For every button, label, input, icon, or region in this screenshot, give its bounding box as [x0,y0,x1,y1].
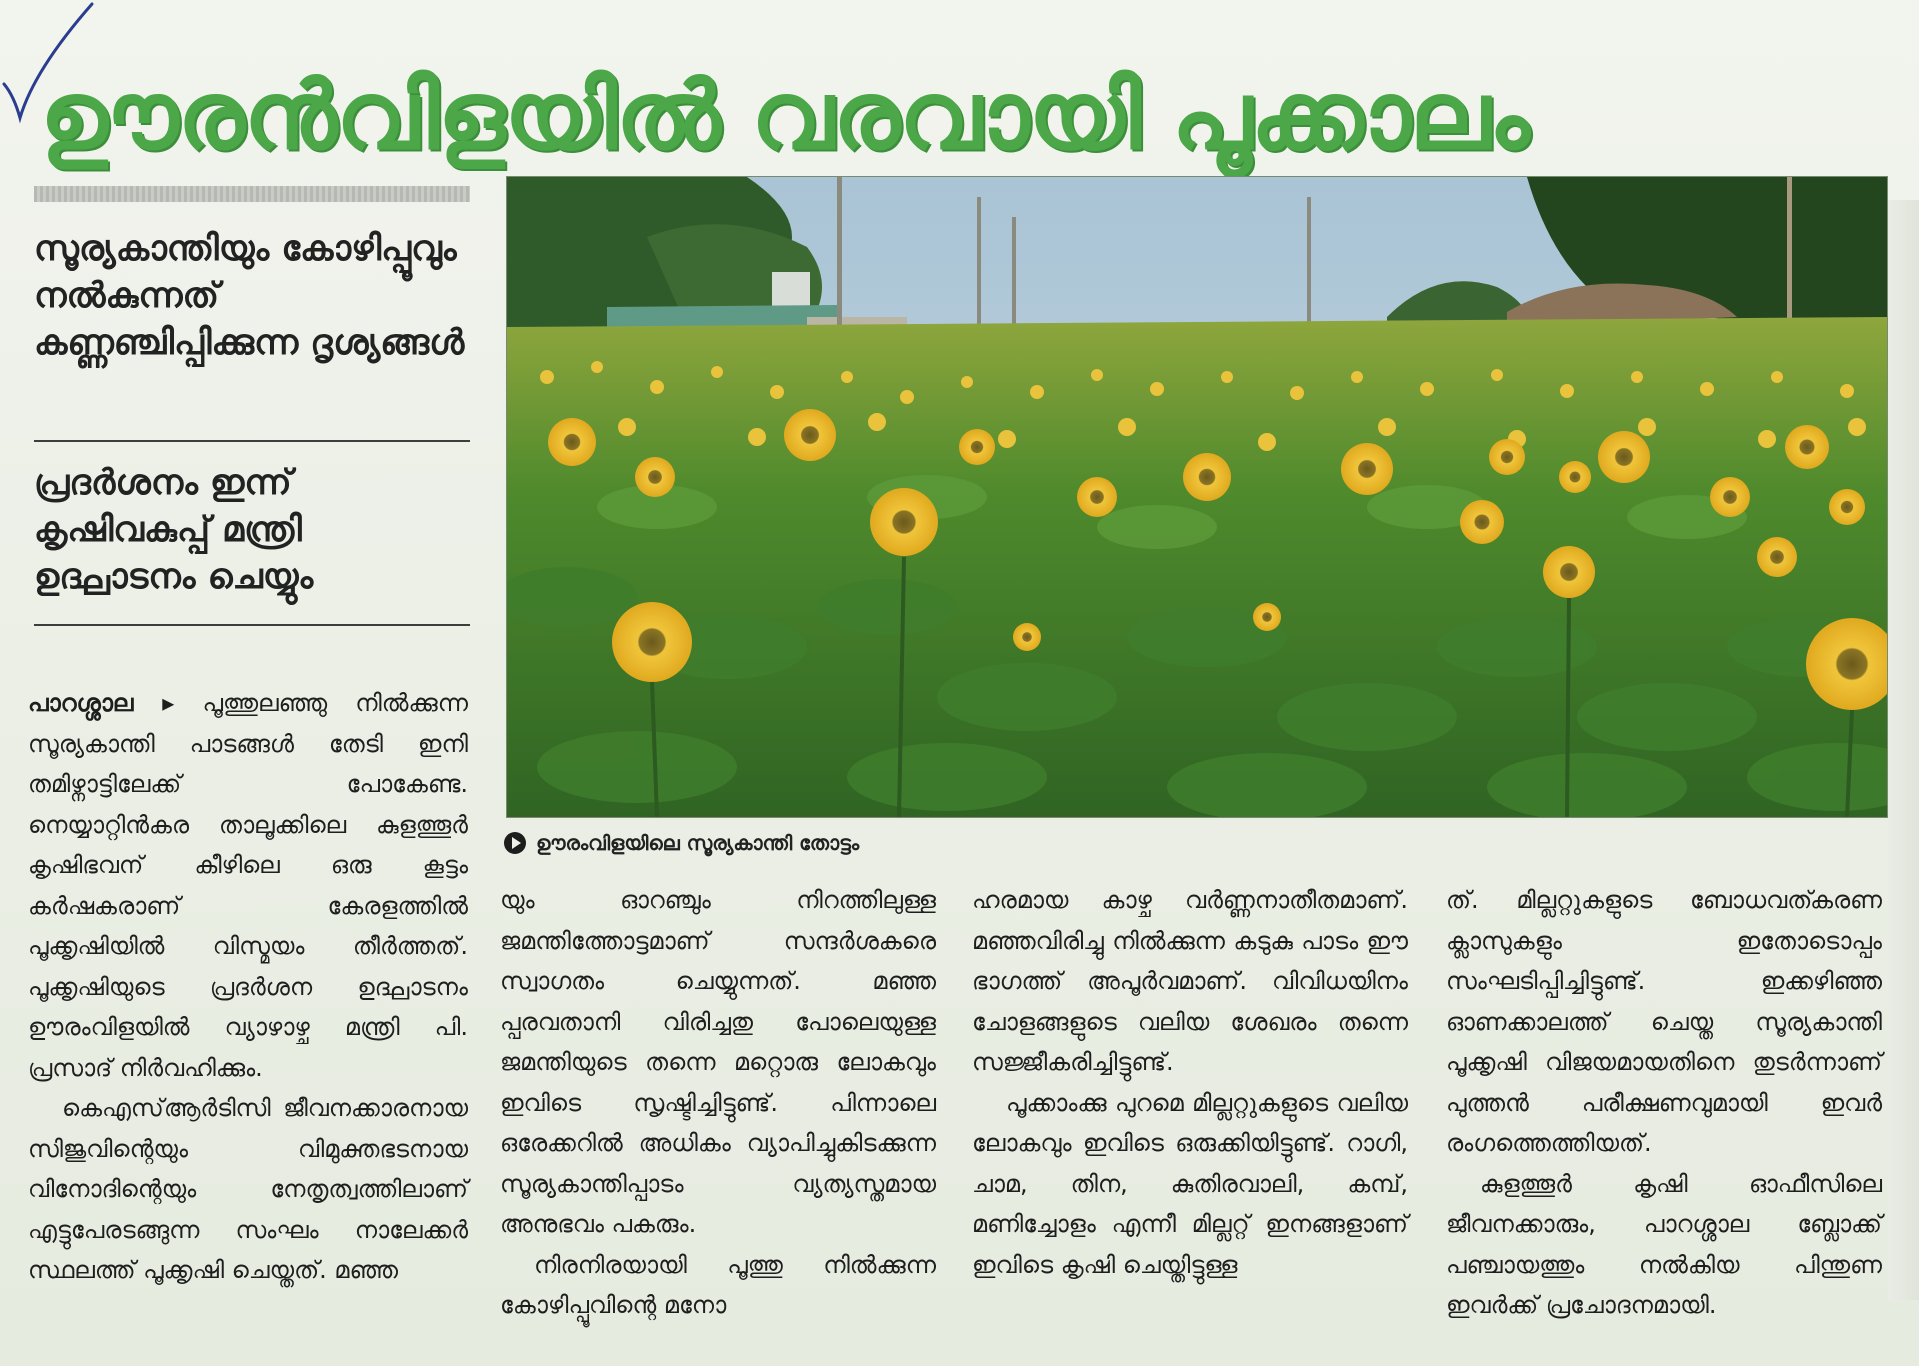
adjacent-page-bleed [1888,200,1919,1300]
play-icon [504,832,526,854]
article-column-2 [500,880,936,1326]
article-col4-para1: ത്. മില്ലറ്റുകളുടെ ബോധവത്കരണ ക്ലാസുകളും ഇതോടൊപ്പം സംഘടിപ്പിച്ചിട്ടുണ്ട്. ഇക്കഴിഞ്ഞ ഓണക്കാലത്ത് ചെയ്ത സൂര്യകാന്തി പൂക്കൃഷി വിജയമായതിനെ തുടർന്നാണ് പുത്തൻ പരീക്ഷണവുമായി ഇവർ രംഗത്തെത്തിയത്. [1446,886,1882,1157]
article-col3-para2: പൂക്കാംക്കു പുറമെ മില്ലറ്റുകളുടെ വലിയ ലോകവും ഇവിടെ ഒരുക്കിയിട്ടുണ്ട്. റാഗി, ചാമ, തിന, കുതിരവാലി, കമ്പ്, മണിച്ചോളം എന്നീ മില്ലറ്റ് ഇനങ്ങളാണ് ഇവിടെ കൃഷി ചെയ്തിട്ടുള്ള [972,1088,1408,1279]
photo-caption-text: ഊരംവിളയിലെ സൂര്യകാന്തി തോട്ടം [536,831,860,855]
deck-bottom-rule [34,624,470,626]
deck-secondary: പ്രദർശനം ഇന്ന് കൃഷിവകുപ്പ് മന്ത്രി ഉദ്ഘാടനം ചെയ്യും [34,463,314,597]
article-col3-para1: ഹരമായ കാഴ്ച വർണ്ണനാതീതമാണ്. മഞ്ഞവിരിച്ചു നിൽക്കുന്ന കടുകു പാടം ഈ ഭാഗത്ത് അപൂർവമാണ്. വിവിധയിനം ചോളങ്ങളുടെ വലിയ ശേഖരം തന്നെ സജ്ജീകരിച്ചിട്ടുണ്ട്. [972,886,1408,1076]
deck-primary: സൂര്യകാന്തിയും കോഴിപ്പൂവും നൽകുന്നത് കണ്ണഞ്ചിപ്പിക്കുന്ന ദൃശ്യങ്ങൾ [34,229,465,363]
headline: ഊരൻവിളയിൽ വരവായി പൂക്കാലം [40,62,1529,171]
article-col2-para1: യും ഓറഞ്ചും നിറത്തിലുള്ള ജമന്തിത്തോട്ടമാണ് സന്ദർശകരെ സ്വാഗതം ചെയ്യുന്നത്. മഞ്ഞ പ്പരവതാനി വിരിച്ചതു പോലെയുള്ള ജമന്തിയുടെ തന്നെ മറ്റൊരു ലോകവും ഇവിടെ സൃഷ്ടിച്ചിട്ടുണ്ട്. പിന്നാലെ ഒരേക്കറിൽ അധികം വ്യാപിച്ചുകിടക്കുന്ന സൂര്യകാന്തിപ്പാടം വ്യത്യസ്തമായ അനുഭവം പകരും. [500,886,936,1238]
article-col2-para2: നിരനിരയായി പൂത്തു നിൽക്കുന്ന കോഴിപ്പൂവിന്റെ മനോ [500,1250,936,1319]
article-col1-text1: പൂത്തുലഞ്ഞു നിൽക്കുന്ന സൂര്യകാന്തി പാടങ്ങൾ തേടി ഇനി തമിഴ്നാട്ടിലേക്ക് പോകേണ്ട. നെയ്യാറ്റിൻകര താലൂക്കിലെ കുളത്തൂർ കൃഷിഭവന് കീഴിലെ ഒരു കൂട്ടം കർഷകരാണ് കേരളത്തിൽ പൂക്കൃഷിയിൽ വിസ്മയം തീർത്തത്. പൂക്കൃഷിയുടെ പ്രദർശന ഉദ്ഘാടനം ഊരംവിളയിൽ വ്യാഴാഴ്ച മന്ത്രി പി. പ്രസാദ് നിർവഹിക്കും. [28,689,468,1082]
photo-caption [504,828,859,858]
article-column-4 [1446,880,1882,1326]
sunflower-field-photo [506,176,1888,818]
deck-top-bar [34,186,470,202]
deck-divider [34,440,470,442]
article-column-3 [972,880,1408,1285]
article-column-1 [28,683,468,1291]
dateline: പാറശ്ശാല ▸ [28,689,175,717]
article-col1-para1 [28,683,468,1088]
article-col1-para2: കെഎസ്ആർടിസി ജീവനക്കാരനായ സിജുവിന്റെയും വിമുക്തഭടനായ വിനോദിന്റെയും നേതൃത്വത്തിലാണ് എട്ടുപേരടങ്ങുന്ന സംഘം നാലേക്കർ സ്ഥലത്ത് പൂക്കൃഷി ചെയ്തത്. മഞ്ഞ [28,1094,468,1284]
article-col4-para2: കുളത്തൂർ കൃഷി ഓഫീസിലെ ജീവനക്കാരും, പാറശ്ശാല ബ്ലോക്ക് പഞ്ചായത്തും നൽകിയ പിന്തുണ ഇവർക്ക് പ്രചോദനമായി. [1446,1169,1882,1319]
